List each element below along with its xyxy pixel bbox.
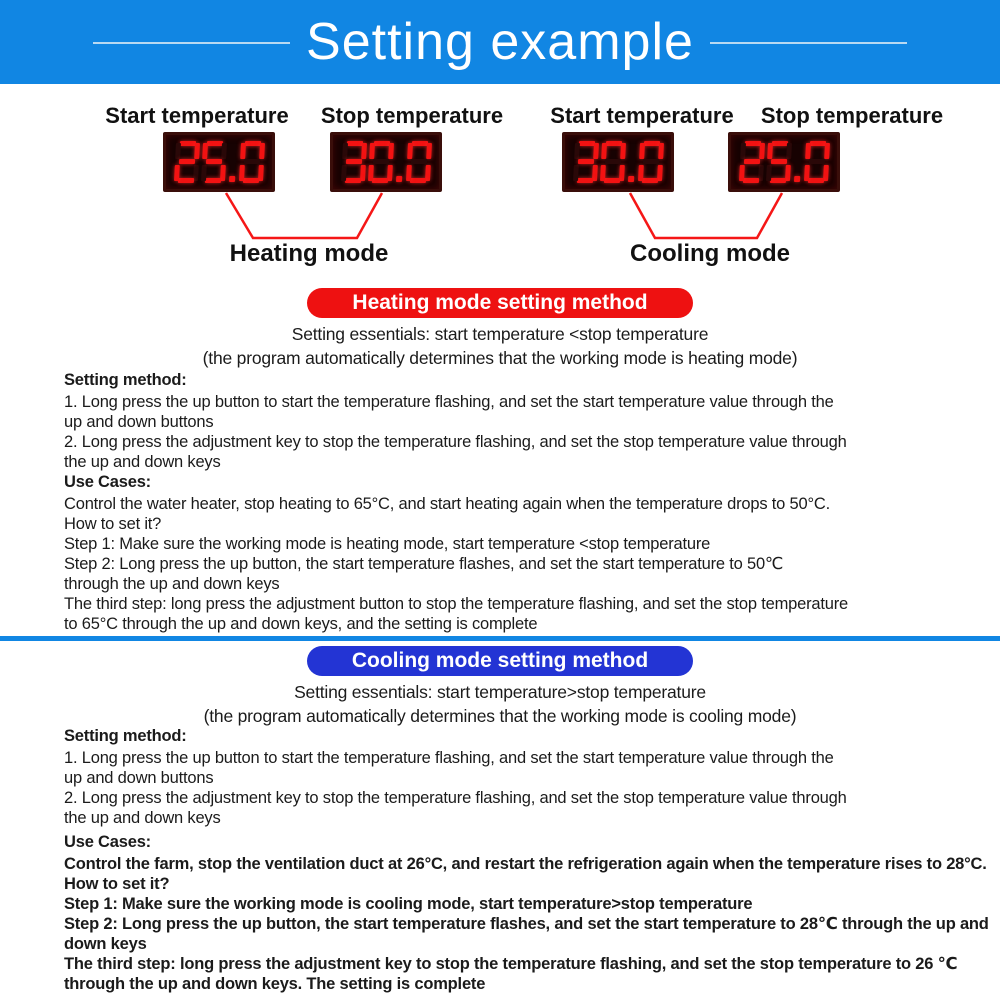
text-line: Step 1: Make sure the working mode is cooling mode, start temperature>stop temperature — [64, 895, 753, 913]
text-line: to 65°C through the up and down keys, and the setting is complete — [64, 615, 538, 633]
heating-start-label: Start temperature — [105, 103, 289, 128]
text-line: the up and down keys — [64, 453, 221, 471]
cooling-essentials-2: (the program automatically determines that the working mode is cooling mode) — [203, 706, 797, 726]
text-line: the up and down keys — [64, 809, 221, 827]
cooling-use-cases-title: Use Cases: — [64, 833, 151, 851]
heating-use-cases-title: Use Cases: — [64, 473, 151, 491]
seven-segment-value — [173, 141, 264, 183]
cooling-start-display — [562, 132, 674, 192]
seven-segment-value — [340, 141, 431, 183]
text-line: The third step: long press the adjustment button to stop the temperature flashing, and set the stop temperature — [64, 595, 849, 613]
heating-essentials-2: (the program automatically determines that the working mode is heating mode) — [202, 348, 798, 368]
text-line: up and down buttons — [64, 769, 214, 787]
decorative-line-right — [710, 42, 907, 44]
page-title: Setting example — [306, 13, 694, 71]
text-line: through the up and down keys. The setting is complete — [64, 975, 486, 993]
text-line: 2. Long press the adjustment key to stop the temperature flashing, and set the stop temperature value through — [64, 789, 847, 807]
cooling-setting-method — [64, 726, 964, 828]
cooling-stop-display — [728, 132, 840, 192]
text-line: down keys — [64, 935, 147, 953]
seven-segment-value — [572, 141, 663, 183]
text-line: through the up and down keys — [64, 575, 280, 593]
text-line: Control the water heater, stop heating to 65°C, and start heating again when the temperature drops to 50°C. — [64, 495, 830, 513]
cooling-setting-method-title: Setting method: — [64, 727, 187, 745]
cooling-pill: Cooling mode setting method — [307, 646, 693, 676]
text-line: up and down buttons — [64, 413, 214, 431]
cooling-connector-line — [630, 193, 782, 238]
heating-connector-line — [226, 193, 382, 238]
heating-pill: Heating mode setting method — [307, 288, 693, 318]
header-banner — [0, 0, 1000, 84]
cooling-start-label: Start temperature — [550, 103, 734, 128]
heating-setting-method-title: Setting method: — [64, 371, 187, 389]
text-line: Control the farm, stop the ventilation duct at 26°C, and restart the refrigeration again when the temperature rises to 28°C. — [64, 855, 987, 873]
cooling-essentials-1: Setting essentials: start temperature>stop temperature — [294, 682, 706, 702]
text-line: How to set it? — [64, 515, 162, 533]
seven-segment-value — [738, 141, 829, 183]
heating-use-cases — [64, 472, 964, 634]
text-line: 1. Long press the up button to start the temperature flashing, and set the start temperature value through the — [64, 749, 834, 767]
text-line: Step 2: Long press the up button, the start temperature flashes, and set the start temperature to 28℃ through the up and — [64, 915, 989, 933]
cooling-mode-label: Cooling mode — [630, 240, 790, 267]
heating-mode-label: Heating mode — [229, 240, 389, 267]
text-line: 1. Long press the up button to start the temperature flashing, and set the start temperature value through the — [64, 393, 834, 411]
heating-stop-display — [330, 132, 442, 192]
heating-essentials-1: Setting essentials: start temperature <stop temperature — [291, 324, 709, 344]
cooling-stop-label: Stop temperature — [760, 103, 944, 128]
text-line: The third step: long press the adjustment key to stop the temperature flashing, and set the stop temperature to 26 ℃ — [64, 955, 958, 973]
section-divider — [0, 636, 1000, 641]
heating-stop-label: Stop temperature — [320, 103, 504, 128]
text-line: How to set it? — [64, 875, 170, 893]
text-line: 2. Long press the adjustment key to stop the temperature flashing, and set the stop temperature value through — [64, 433, 847, 451]
cooling-use-cases — [64, 832, 989, 994]
text-line: Step 2: Long press the up button, the start temperature flashes, and set the start temperature to 50℃ — [64, 555, 784, 573]
heating-setting-method — [64, 370, 964, 472]
text-line: Step 1: Make sure the working mode is heating mode, start temperature <stop temperature — [64, 535, 711, 553]
heating-start-display — [163, 132, 275, 192]
